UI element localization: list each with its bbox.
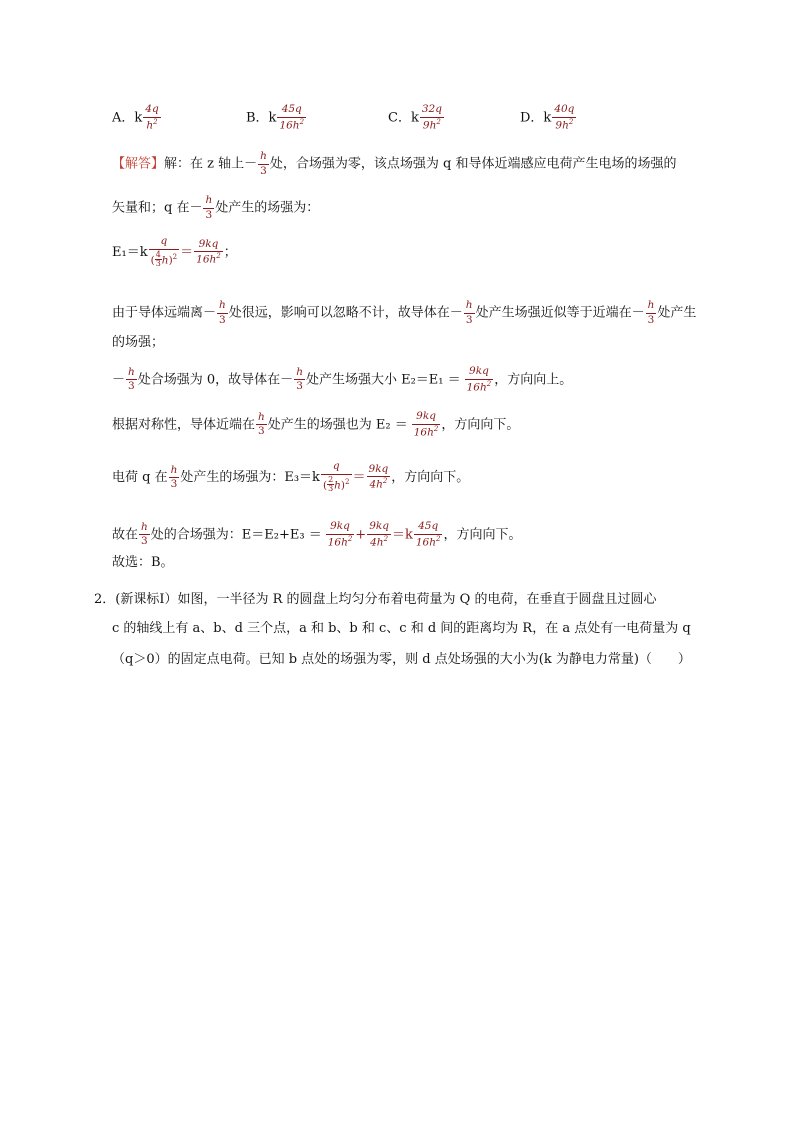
solution-line-2: 矢量和；q 在－ $\frac{h}{3}$ 处产生的场强为： [112, 194, 320, 221]
option-b-numerator: 45q [277, 104, 306, 118]
solution-tag: 【解答】 [112, 156, 165, 172]
solution-line-7: 根据对称性，导体近端在 $\frac{h}{3}$ 处产生的场强也为 E₂ ＝ $\frac{9kq}{16h^2}$ ，方向向下。 [112, 410, 520, 439]
option-b: B．k $\frac{45q}{16h^2}$ [246, 103, 305, 132]
option-c-denominator: 9h [422, 119, 437, 132]
equation-e1: E₁＝k q ( $\frac{4}{3}$ h)$^2$ ＝ $\frac{9kq}{16h^2}$ ； [112, 235, 237, 269]
solution-line-8: 电荷 q 在 $\frac{h}{3}$ 处产生的场强为：E₃＝k q ( $\frac{2}{3}$ h)$^2$ ＝ $\frac{9kq}{4h^2}$ ，方向向下。 [112, 460, 470, 494]
question-2-line-3: （q＞0）的固定点电荷。已知 b 点处的场强为零，则 d 点处场强的大小为(k 为静电力常量)（ ） [112, 652, 691, 667]
option-b-denominator: 16h [279, 119, 300, 132]
option-c-numerator: 32q [420, 104, 444, 118]
solution-line-4: 由于导体远端离－ $\frac{h}{3}$ 处很远，影响可以忽略不计，故导体在－ $\frac{h}{3}$ 处产生场强近似等于近端在－ $\frac{h}{3}$ 处产生 [112, 299, 697, 326]
question-2-line-1: 2．(新课标Ⅰ）如图，一半径为 R 的圆盘上均匀分布着电荷量为 Q 的电荷，在垂直于圆盘且过圆心 [94, 592, 657, 607]
option-a: A．k $\frac{4q}{h^2}$ [112, 103, 159, 132]
answer-line: 故选：B。 [112, 555, 174, 570]
option-d: D．k $\frac{40q}{9h^2}$ [520, 103, 575, 132]
option-c: C．k $\frac{32q}{9h^2}$ [388, 103, 442, 132]
solution-line-6: － $\frac{h}{3}$ 处合场强为 0，故导体在－ $\frac{h}{3}$ 处产生场强大小 E₂＝E₁ ＝ $\frac{9kq}{16h^2}$ ，方向向上。 [112, 365, 573, 394]
option-d-denominator: 9h [555, 119, 569, 132]
solution-line-1: 【解答】解：在 z 轴上－ $\frac{h}{3}$ 处，合场强为零，该点场强为 q 和导体近端感应电荷产生电场的场强的 [112, 150, 677, 177]
option-a-denominator: h [146, 119, 154, 132]
question-2-line-2: c 的轴线上有 a、b、d 三个点，a 和 b、b 和 c、c 和 d 间的距离均为 R，在 a 点处有一电荷量为 q [112, 621, 691, 636]
solution-line-5: 的场强； [112, 335, 165, 350]
option-d-numerator: 40q [552, 104, 576, 118]
option-a-numerator: 4q [143, 104, 160, 118]
solution-line-9: 故在 $\frac{h}{3}$ 处的合场强为：E＝E₂+E₃ ＝ $\frac{9kq}{16h^2}$ + $\frac{9kq}{4h^2}$ ＝k $\frac{45q}{16h^2}$ ，方向向下。 [112, 520, 522, 549]
